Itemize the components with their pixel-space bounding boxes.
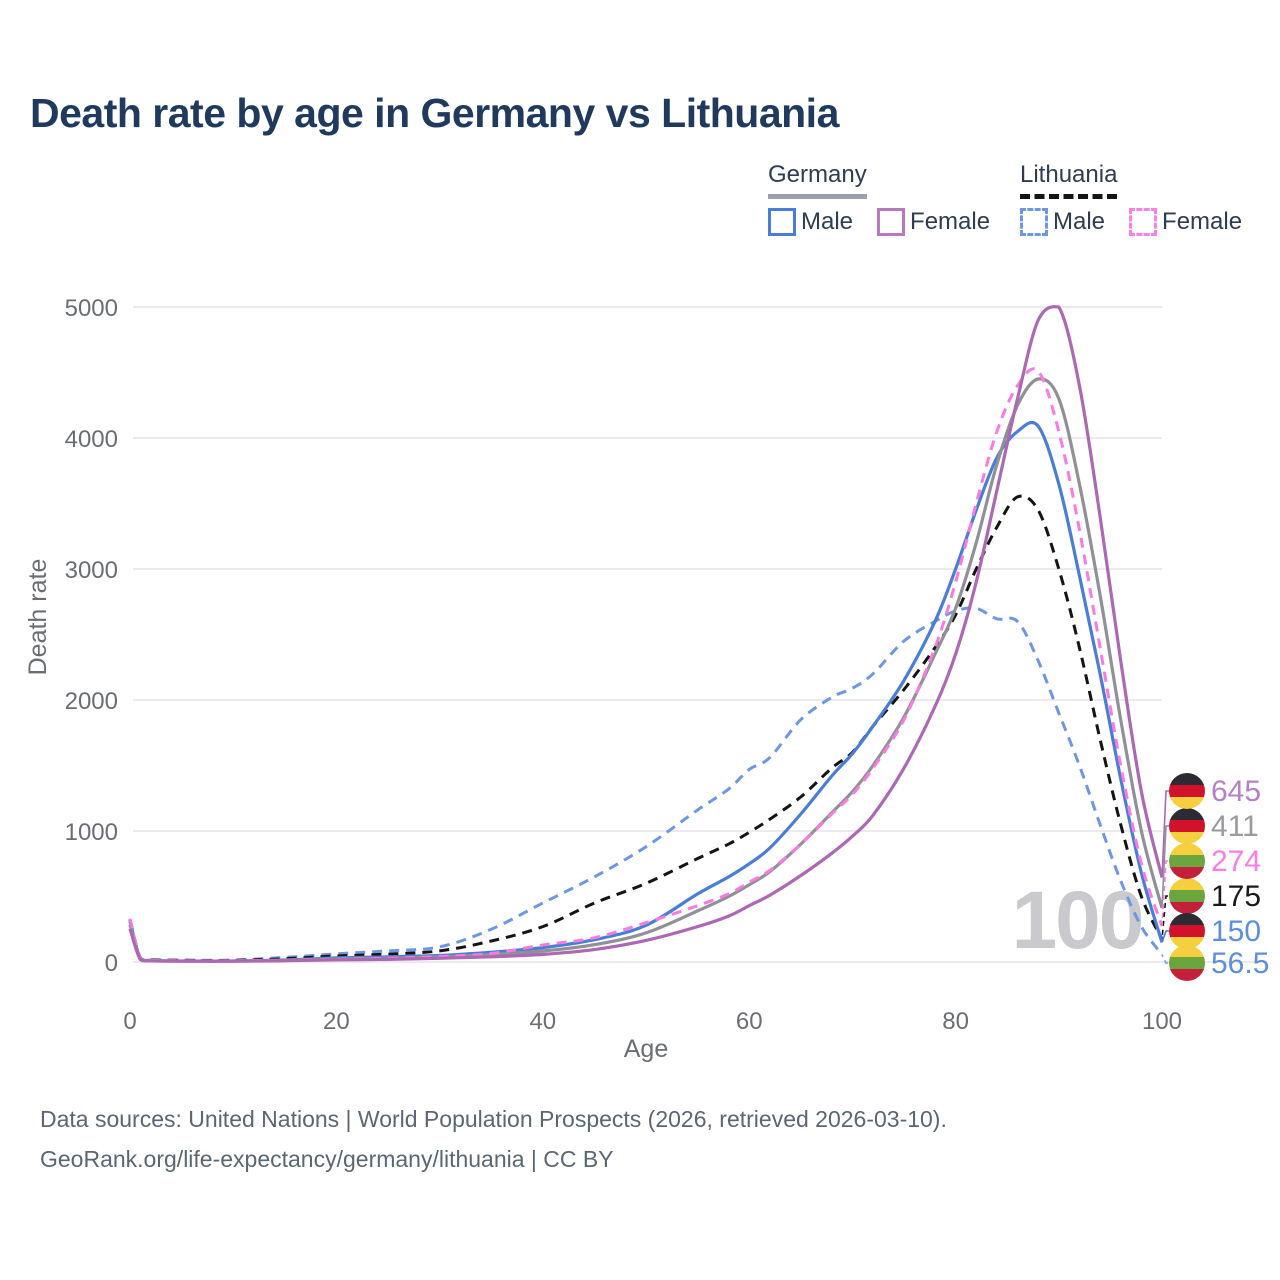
legend-label-lithuania-male: Male xyxy=(1053,208,1106,235)
page-title: Death rate by age in Germany vs Lithuania xyxy=(30,90,839,136)
attribution-link-text[interactable]: GeoRank.org/life-expectancy/germany/lithuania | CC BY xyxy=(40,1146,614,1172)
end-value-germany-male: 150 xyxy=(1211,915,1262,948)
x-tick-40: 40 xyxy=(529,1008,557,1035)
germany-flag-icon xyxy=(1169,808,1205,845)
y-tick-2000: 2000 xyxy=(64,688,118,715)
series-line-lithuania-female[interactable] xyxy=(130,369,1162,961)
series-line-germany-male[interactable] xyxy=(130,423,1162,962)
y-tick-4000: 4000 xyxy=(64,426,118,453)
legend-label-germany-male: Male xyxy=(801,208,854,235)
x-tick-20: 20 xyxy=(323,1008,350,1035)
end-value-germany-female: 645 xyxy=(1211,775,1262,808)
y-axis-title: Death rate xyxy=(24,558,52,676)
x-tick-60: 60 xyxy=(735,1008,763,1035)
lithuania-flag-icon xyxy=(1169,945,1205,982)
watermark-text: 100 xyxy=(1011,875,1143,966)
data-sources-text: Data sources: United Nations | World Population Prospects (2026, retrieved 2026-03-10). xyxy=(40,1106,947,1132)
end-value-germany-both-sexes: 411 xyxy=(1211,810,1259,843)
legend-label-germany-female: Female xyxy=(910,208,991,235)
x-tick-80: 80 xyxy=(942,1008,969,1035)
series-line-lithuania-male[interactable] xyxy=(130,608,1162,960)
end-value-lithuania-male: 56.5 xyxy=(1211,947,1270,980)
y-tick-1000: 1000 xyxy=(64,819,118,846)
y-tick-3000: 3000 xyxy=(64,557,118,584)
legend-lithuania-header[interactable]: Lithuania xyxy=(1020,161,1117,199)
legend-label-lithuania-female: Female xyxy=(1162,208,1243,235)
x-tick-100: 100 xyxy=(1141,1008,1183,1035)
series-line-germany-both-sexes[interactable] xyxy=(130,379,1162,961)
legend-germany-header[interactable]: Germany xyxy=(768,161,867,199)
x-axis-title: Age xyxy=(623,1035,669,1063)
x-tick-0: 0 xyxy=(123,1008,137,1035)
lithuania-flag-icon xyxy=(1169,878,1205,915)
series-line-lithuania-both-sexes[interactable] xyxy=(130,496,1162,961)
lithuania-flag-icon xyxy=(1169,843,1205,880)
y-tick-0: 0 xyxy=(104,950,118,977)
germany-flag-icon xyxy=(1169,773,1205,810)
series-line-germany-female[interactable] xyxy=(130,307,1162,962)
germany-flag-icon xyxy=(1169,913,1205,950)
end-value-lithuania-both-sexes: 175 xyxy=(1211,880,1262,913)
end-value-lithuania-female: 274 xyxy=(1211,845,1262,878)
y-tick-5000: 5000 xyxy=(64,295,118,322)
